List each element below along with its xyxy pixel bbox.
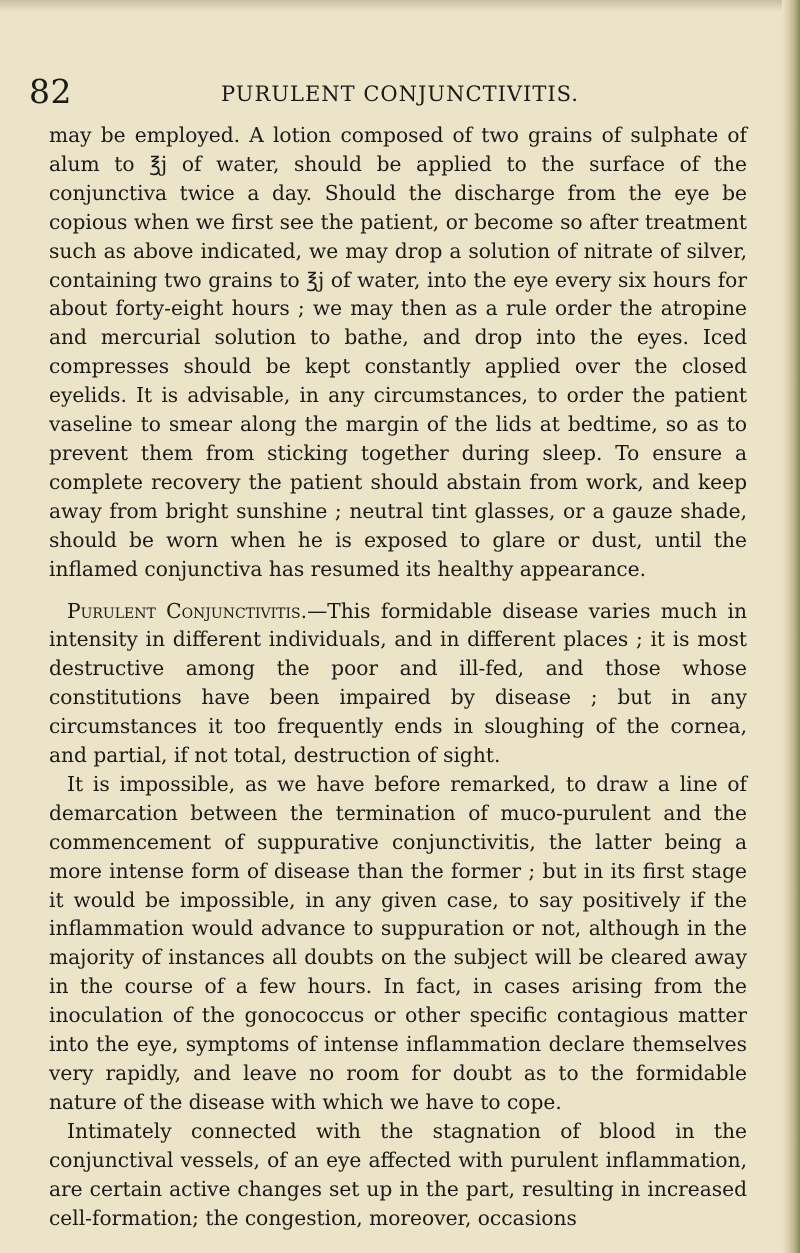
body-text <box>49 121 747 1232</box>
paragraph-text: —This formidable disease varies much in intensity in different individuals, and in different places ; it is most destructive among the poor and ill-fed, and those whose constitutions have been impaired by disease ; but in any circumstances it too frequently ends in sloughing of the cornea, and partial, if not total, destruction of sight. <box>49 598 747 768</box>
section-heading: Purulent Conjunctivitis. <box>67 598 308 623</box>
paragraph-demarcation: It is impossible, as we have before remarked, to draw a line of demarcation between the termination of muco-purulent and the commencement of suppurative conjunctivitis, the latter being a more intense form of disease than the former ; but in its first stage it would be impossible, in any given case, to say positively if the inflammation would advance to suppuration or not, although in the majority of instances all doubts on the subject will be cleared away in the course of a few hours. In fact, in cases arising from the inoculation of the gonococcus or other specific contagious matter into the eye, symptoms of intense inflammation declare themselves very rapidly, and leave no room for doubt as to the formidable nature of the disease with which we have to cope. <box>49 771 747 1114</box>
paragraph-continuation: may be employed. A lotion composed of two grains of sulphate of alum to ℥j of water, should be applied to the surface of the conjunctiva twice a day. Should the discharge from the eye be copious when we first see the patient, or become so after treatment such as above indicated, we may drop a solution of nitrate of silver, containing two grains to ℥j of water, into the eye every six hours for about forty-eight hours ; we may then as a rule order the atropine and mercurial solution to bathe, and drop into the eyes. Iced compresses should be kept constantly applied over the closed eyelids. It is advisable, in any circumstances, to order the patient vaseline to smear along the margin of the lids at bedtime, so as to prevent them from sticking together during sleep. To ensure a complete recovery the patient should abstain from work, and keep away from bright sunshine ; neutral tint glasses, or a gauze shade, should be worn when he is exposed to glare or dust, until the inflamed conjunctiva has resumed its healthy appearance. <box>49 123 747 581</box>
page-number: 82 <box>29 72 72 111</box>
page-edge-shadow <box>782 0 800 1253</box>
paragraph-purulent-conjunctivitis <box>49 597 747 770</box>
running-title: PURULENT CONJUNCTIVITIS. <box>221 82 579 106</box>
paragraph-stagnation: Intimately connected with the stagnation of blood in the conjunctival vessels, of an eye affected with purulent inflammation, are certain active changes set up in the part, resulting in increased cell-formation; the congestion, moreover, occasions <box>49 1118 747 1230</box>
